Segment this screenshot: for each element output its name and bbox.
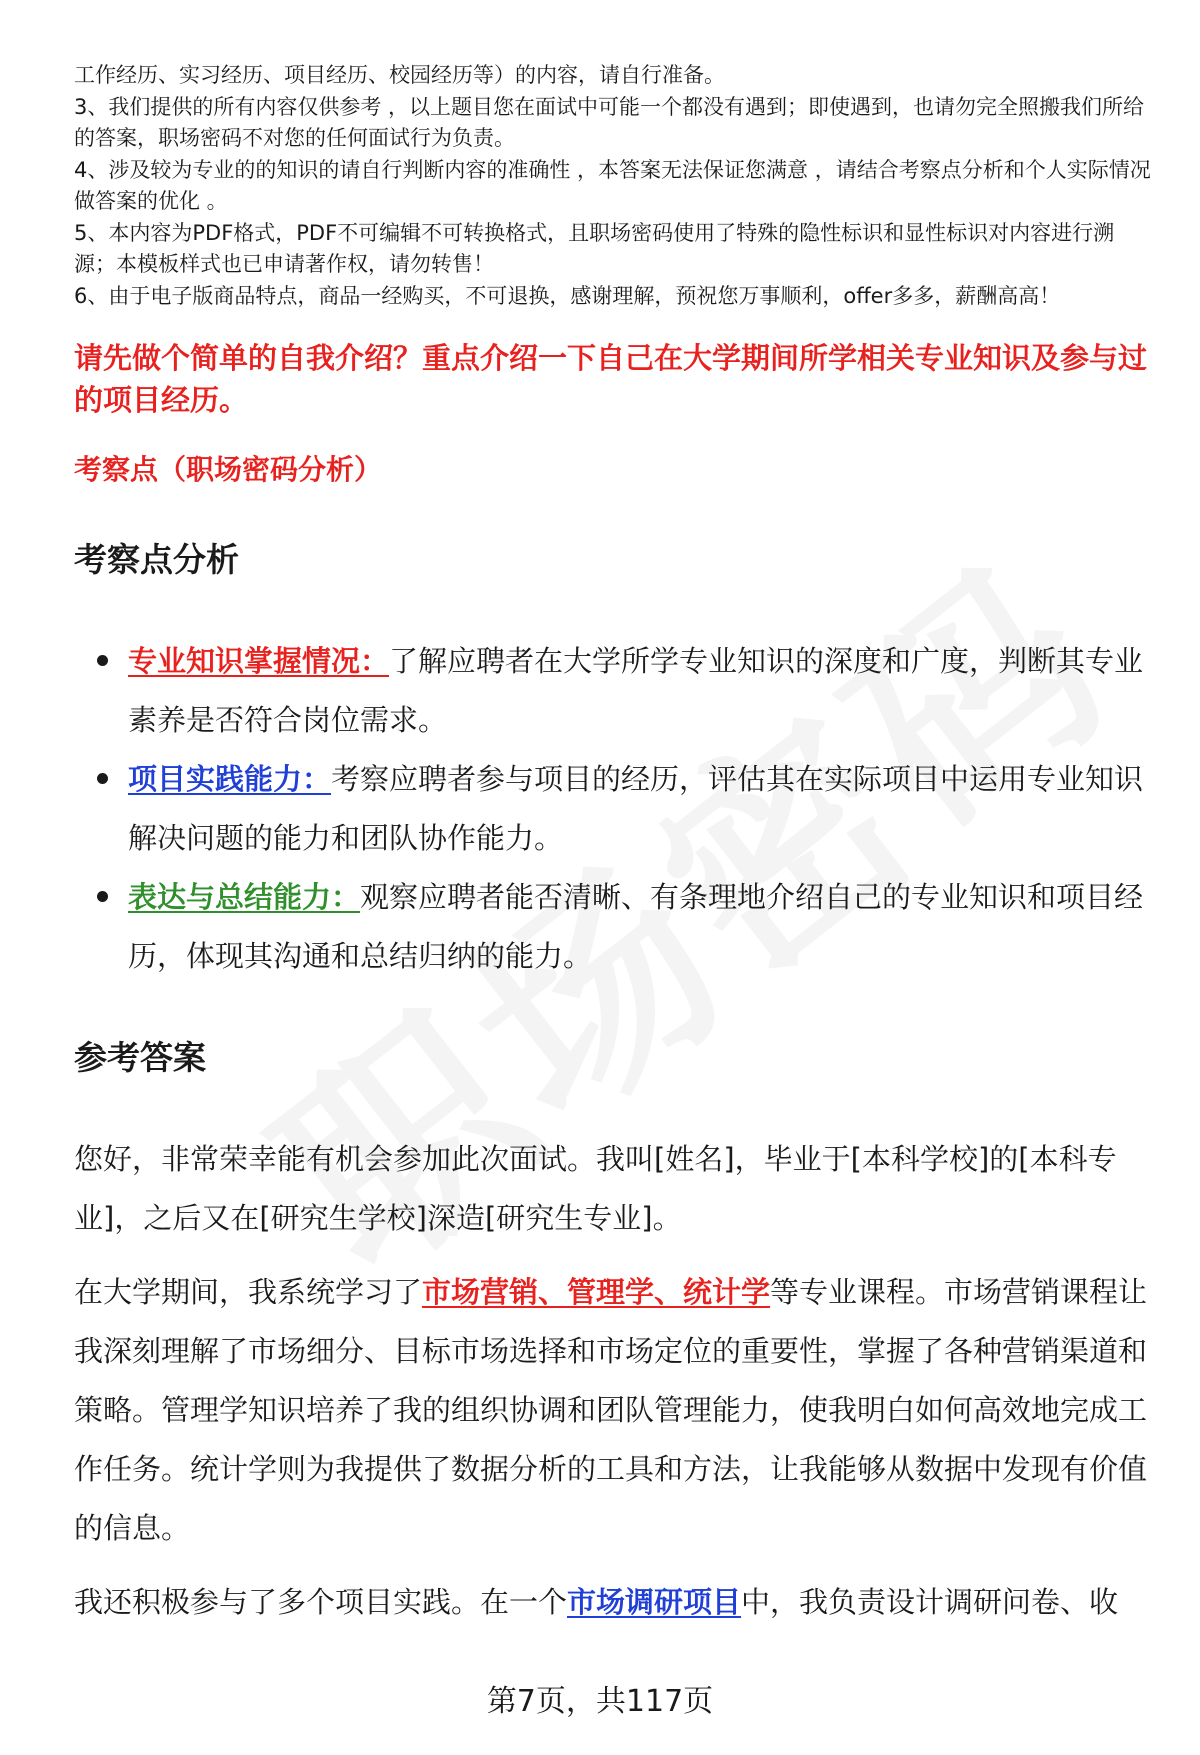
project-highlight: 市场调研项目 — [567, 1585, 742, 1619]
analysis-term: 项目实践能力： — [128, 762, 332, 796]
analysis-list — [0, 632, 1200, 986]
answer-body — [74, 1130, 1154, 1632]
note-line: 工作经历、实习经历、项目经历、校园经历等）的内容，请自行准备。 — [74, 63, 725, 87]
analysis-heading: 考察点分析 — [74, 540, 239, 579]
note-line: 5、本内容为PDF格式，PDF不可编辑不可转换格式，且职场密码使用了特殊的隐性标识和显性标识对内容进行溯源；本模板样式也已申请著作权，请勿转售！ — [74, 220, 1115, 276]
analysis-text: 了解应聘者在大学所学专业知识的深度和广度，判断其专业素养是否符合岗位需求。 — [128, 644, 1144, 737]
analysis-item — [0, 632, 1148, 750]
analysis-term: 专业知识掌握情况： — [128, 644, 390, 678]
analysis-text: 考察应聘者参与项目的经历，评估其在实际项目中运用专业知识解决问题的能力和团队协作能力。 — [128, 762, 1144, 855]
bullet-icon — [97, 655, 108, 666]
exam-point-label: 考察点（职场密码分析） — [74, 453, 383, 486]
course-highlight: 市场营销、管理学、统计学 — [422, 1275, 771, 1309]
analysis-text: 观察应聘者能否清晰、有条理地介绍自己的专业知识和项目经历，体现其沟通和总结归纳的能力。 — [128, 880, 1144, 973]
answer-paragraph — [74, 1263, 1154, 1558]
analysis-item — [0, 868, 1148, 986]
note-line: 4、涉及较为专业的的知识的请自行判断内容的准确性 ，本答案无法保证您满意 ，请结合考察点分析和个人实际情况做答案的优化 。 — [74, 157, 1151, 213]
bullet-icon — [97, 891, 108, 902]
interview-question: 请先做个简单的自我介绍？重点介绍一下自己在大学期间所学相关专业知识及参与过的项目经历。 — [74, 341, 1148, 417]
bullet-icon — [97, 773, 108, 784]
answer-paragraph — [74, 1573, 1154, 1632]
page-number: 第7页，共117页 — [486, 1684, 714, 1719]
answer-text: 中，我负责设计调研问卷、收 — [741, 1585, 1119, 1619]
answer-text: 我还积极参与了多个项目实践。在一个 — [74, 1585, 568, 1619]
note-line: 6、由于电子版商品特点，商品一经购买，不可退换，感谢理解，预祝您万事顺利，offer多多，薪酬高高！ — [74, 283, 1061, 308]
answer-heading: 参考答案 — [74, 1038, 206, 1077]
answer-text: 等专业课程。市场营销课程让我深刻理解了市场细分、目标市场选择和市场定位的重要性，掌握了各种营销渠道和策略。管理学知识培养了我的组织协调和团队管理能力，使我明白如何高效地完成工作任务。统计学则为我提供了数据分析的工具和方法，让我能够从数据中发现有价值的信息。 — [74, 1275, 1148, 1545]
analysis-item — [0, 750, 1148, 868]
note-line: 3、我们提供的所有内容仅供参考 ，以上题目您在面试中可能一个都没有遇到；即使遇到，也请勿完全照搬我们所给的答案，职场密码不对您的任何面试行为负责。 — [74, 94, 1145, 150]
analysis-term: 表达与总结能力： — [128, 880, 361, 914]
notes-section — [74, 60, 1154, 312]
answer-text: 在大学期间，我系统学习了 — [74, 1275, 423, 1309]
answer-paragraph: 您好，非常荣幸能有机会参加此次面试。我叫[姓名]，毕业于[本科学校]的[本科专业]，之后又在[研究生学校]深造[研究生专业]。 — [74, 1142, 1117, 1235]
